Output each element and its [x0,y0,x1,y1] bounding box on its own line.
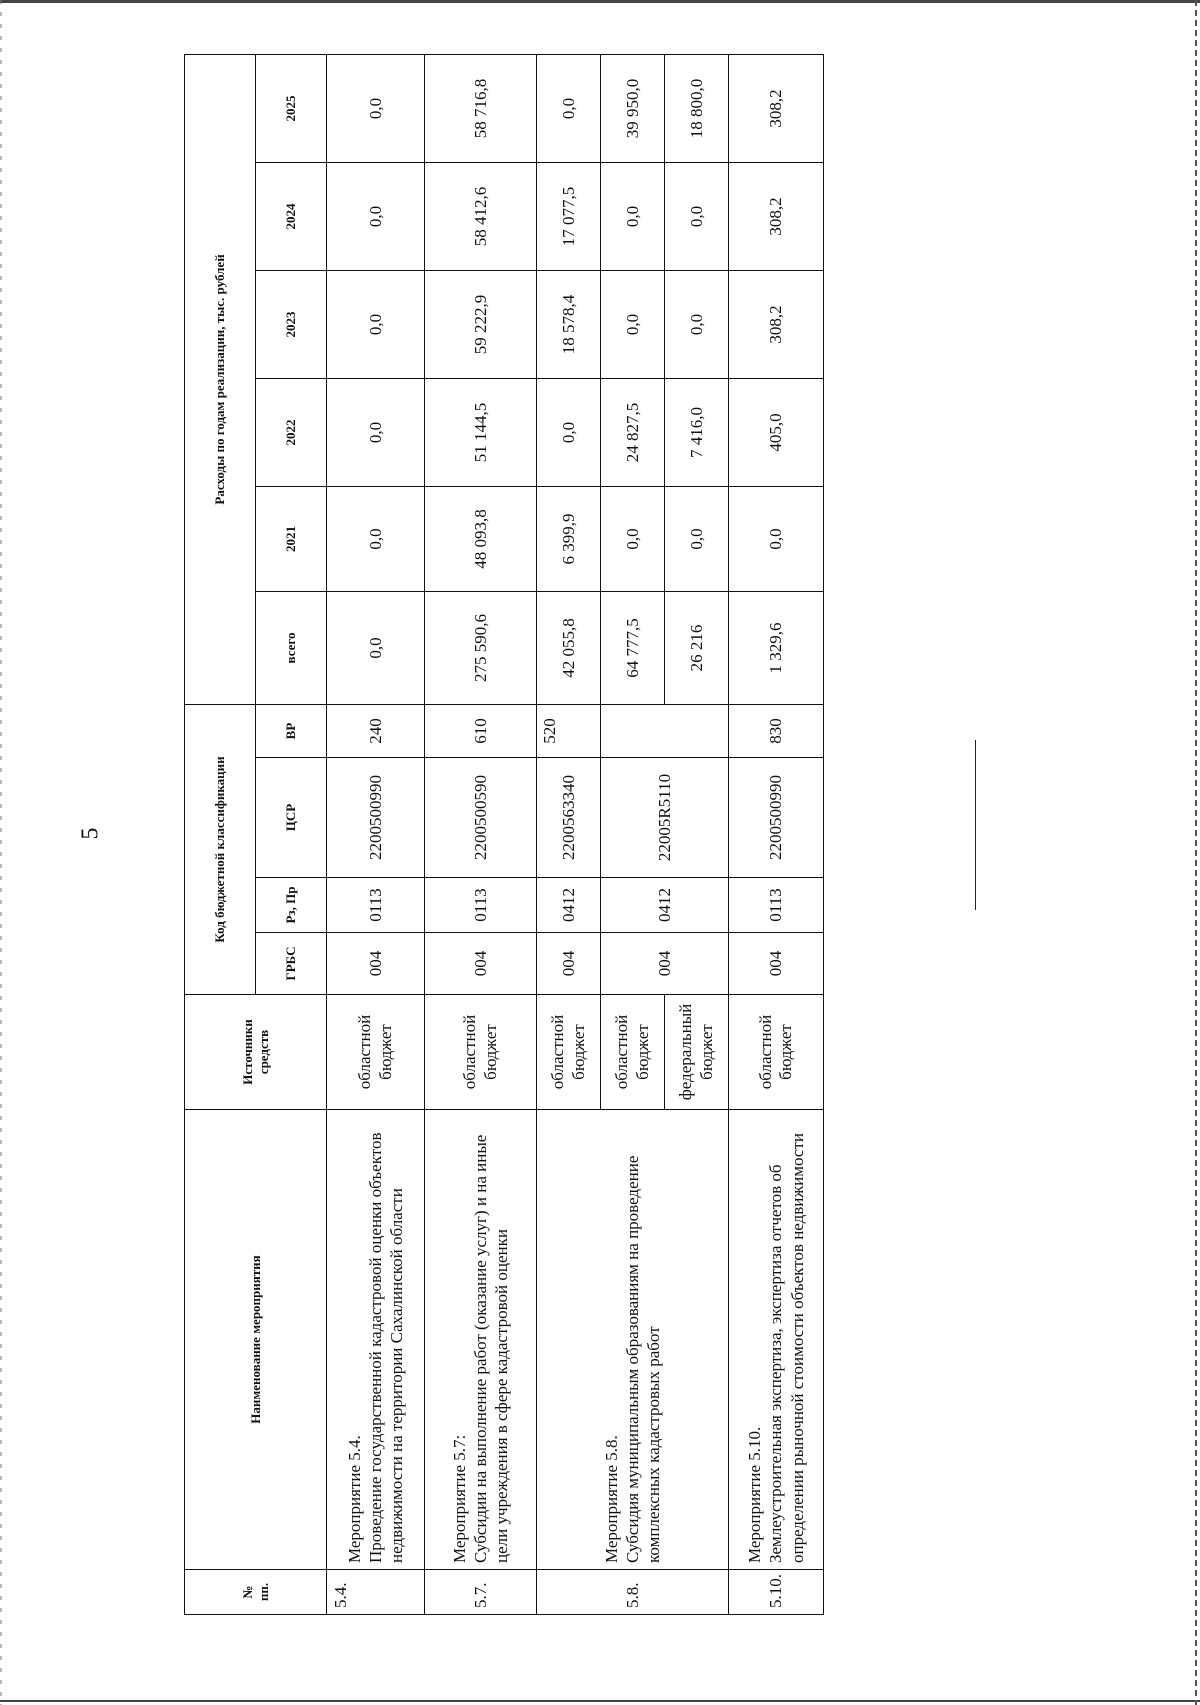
vr-code: 520 [537,704,601,757]
scan-edge-left [0,0,2,1705]
value-2025: 18 800,0 [665,54,729,162]
page-number: 5 [77,827,104,840]
row-num: 5.4. [327,1570,425,1615]
value-2021: 0,0 [665,486,729,591]
value-2024: 308,2 [729,162,824,270]
value-2024: 0,0 [327,162,425,270]
value-2023: 0,0 [327,270,425,378]
col-num-header: № пп. [185,1570,327,1615]
rzpr-code: 0113 [327,878,425,933]
col-2024-header: 2024 [256,162,327,270]
value-2025: 308,2 [729,54,824,162]
value-2023: 0,0 [665,270,729,378]
header-row-1 [185,54,256,1614]
col-total-header: всего [256,591,327,704]
grbs-code: 004 [327,933,425,995]
activity-title: Мероприятие 5.8. [601,1435,621,1563]
value-2022: 405,0 [729,378,824,486]
csr-code: 2200500990 [729,758,824,878]
col-name-header: Наименование мероприятия [185,1110,327,1570]
grbs-code: 004 [425,933,537,995]
activity-title: Мероприятие 5.4. [344,1435,364,1563]
table-row [425,54,537,1614]
col-budget-code-header: Код бюджетной классификации [185,704,256,994]
value-2023: 308,2 [729,270,824,378]
value-2025: 0,0 [537,54,601,162]
col-csr-header: ЦСР [256,758,327,878]
value-2023: 18 578,4 [537,270,601,378]
total-value: 0,0 [327,591,425,704]
col-expenses-header: Расходы по годам реализации, тыс. рублей [185,54,256,704]
activity-title: Мероприятие 5.7: [449,1434,469,1563]
table-row [327,54,425,1614]
col-2023-header: 2023 [256,270,327,378]
activity-description: Субсидии на выполнение работ (оказание услуг) и на иные цели учреждения в сфере кадастровой оценки [470,1134,512,1563]
value-2021: 48 093,8 [425,486,537,591]
value-2023: 0,0 [601,270,665,378]
col-rzpr-header: Рз, Пр [256,878,327,933]
activity-description: Субсидия муниципальным образованиям на проведение комплексных кадастровых работ [622,1155,664,1563]
value-2022: 51 144,5 [425,378,537,486]
scan-edge-bottom [0,1700,1200,1702]
col-2022-header: 2022 [256,378,327,486]
value-2023: 59 222,9 [425,270,537,378]
value-2022: 0,0 [537,378,601,486]
row-num: 5.10. [729,1570,824,1615]
value-2021: 0,0 [327,486,425,591]
total-value: 275 590,6 [425,591,537,704]
vr-code: 240 [327,704,425,757]
value-2025: 0,0 [327,54,425,162]
col-vr-header: ВР [256,704,327,757]
funding-source: областной бюджет [425,995,537,1110]
rzpr-code: 0113 [425,878,537,933]
value-2024: 0,0 [601,162,665,270]
total-value: 64 777,5 [601,591,665,704]
vr-code: 830 [729,704,824,757]
funding-source: федеральный бюджет [665,995,729,1110]
value-2022: 24 827,5 [601,378,665,486]
value-2022: 0,0 [327,378,425,486]
activity-description: Землеустроительная экспертиза, экспертиза отчетов об определении рыночной стоимости объектов недвижимости [766,1133,807,1563]
funding-source: областной бюджет [327,995,425,1110]
value-2024: 17 077,5 [537,162,601,270]
row-num: 5.7. [425,1570,537,1615]
rzpr-code: 0113 [729,878,824,933]
value-2021: 0,0 [729,486,824,591]
scan-edge-right [1195,0,1197,1705]
col-2025-header: 2025 [256,54,327,162]
csr-code: 2200563340 [537,758,601,878]
col-2021-header: 2021 [256,486,327,591]
activity-name [425,1110,537,1570]
scan-edge-top [0,0,1200,3]
total-value: 26 216 [665,591,729,704]
value-2024: 0,0 [665,162,729,270]
vr-code [601,704,729,757]
grbs-code: 004 [537,933,601,995]
activity-description: Проведение государственной кадастровой оценки объектов недвижимости на территории Сахалинской области [365,1132,407,1563]
funding-source: областной бюджет [601,995,665,1110]
funding-source: областной бюджет [729,995,824,1110]
budget-table [184,54,824,1615]
total-value: 42 055,8 [537,591,601,704]
activity-name [327,1110,425,1570]
col-sources-header: Источники средств [185,995,327,1110]
row-num: 5.8. [537,1570,729,1615]
value-2021: 6 399,9 [537,486,601,591]
signature-line [975,740,976,910]
rzpr-code: 0412 [537,878,601,933]
total-value: 1 329,6 [729,591,824,704]
grbs-code: 004 [601,933,729,995]
value-2021: 0,0 [601,486,665,591]
rotated-table-container [184,55,824,1615]
value-2024: 58 412,6 [425,162,537,270]
csr-code: 2200500590 [425,758,537,878]
rzpr-code: 0412 [601,878,729,933]
activity-name [537,1110,729,1570]
table-row [729,54,824,1614]
csr-code: 22005R5110 [601,758,729,878]
vr-code: 610 [425,704,537,757]
value-2025: 58 716,8 [425,54,537,162]
value-2025: 39 950,0 [601,54,665,162]
grbs-code: 004 [729,933,824,995]
csr-code: 2200500990 [327,758,425,878]
table-row [537,54,601,1614]
activity-title: Мероприятие 5.10. [745,1426,765,1563]
col-grbs-header: ГРБС [256,933,327,995]
funding-source: областной бюджет [537,995,601,1110]
activity-name [729,1110,824,1570]
value-2022: 7 416,0 [665,378,729,486]
